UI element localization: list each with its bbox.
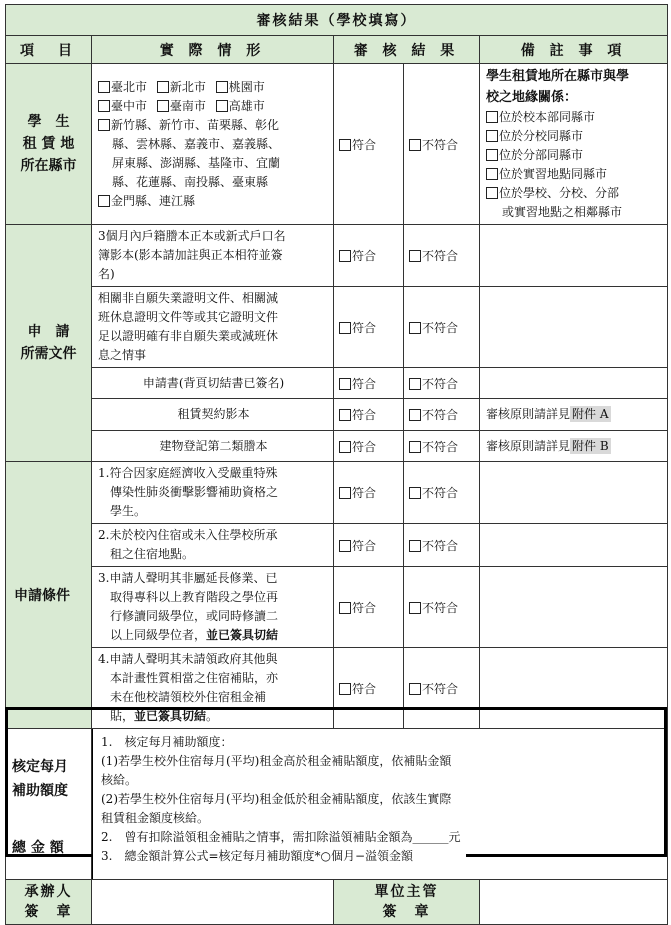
fail-checkbox[interactable] <box>409 540 421 552</box>
doc-application: 申請書(背頁切結書已簽名) <box>92 368 334 399</box>
pass-checkbox[interactable] <box>339 250 351 262</box>
relation-checkbox[interactable] <box>486 187 498 199</box>
relation-checkbox[interactable] <box>486 168 498 180</box>
residence-pass <box>334 64 404 225</box>
fail-label: 不符合 <box>422 681 459 696</box>
doc4-pass <box>334 399 404 431</box>
pass-label: 符合 <box>352 376 377 391</box>
remarks-title: 學生租賃地所在縣市與學 <box>486 69 630 84</box>
pass-label: 符合 <box>352 137 377 152</box>
annex-a-link[interactable]: 附件 A <box>572 407 609 421</box>
pass-label: 符合 <box>352 249 377 263</box>
fail-checkbox[interactable] <box>409 322 421 334</box>
city-label: 臺中市 <box>111 98 148 113</box>
conditions-label: 申請條件 <box>6 462 92 729</box>
calc-item: 2. 曾有扣除溢領租金補貼之情事，需扣除溢領補貼金額為______元 <box>101 830 461 844</box>
condition-line: 1.符合因家庭經濟收入受嚴重特殊 <box>98 466 278 480</box>
city-checkbox[interactable] <box>216 100 228 112</box>
residence-remarks <box>480 64 668 225</box>
documents-label <box>6 225 92 462</box>
condition-3 <box>92 567 334 648</box>
condition-bold: 並已簽具切結 <box>206 628 279 642</box>
signature-label-line: 單位主管 <box>374 884 439 900</box>
doc-line: 相關非自願失業證明文件、相關減 <box>98 291 279 305</box>
pass-label: 符合 <box>352 600 377 615</box>
fail-label: 不符合 <box>422 137 459 152</box>
amount-input-cell[interactable] <box>92 729 461 880</box>
pass-checkbox[interactable] <box>339 683 351 695</box>
fail-label: 不符合 <box>422 249 459 263</box>
relation-label: 或實習地點之相鄰縣市 <box>502 205 623 219</box>
residence-cities <box>92 64 334 225</box>
relation-checkbox[interactable] <box>486 111 498 123</box>
doc-household <box>92 225 334 287</box>
relation-label: 位於分校同縣市 <box>499 129 584 143</box>
pass-label: 符合 <box>352 486 377 500</box>
residence-label-line: 學 生 <box>27 114 70 130</box>
remark-prefix: 審核原則請詳見 <box>486 438 571 453</box>
doc-line: 足以證明確有非自願失業或減班休 <box>98 329 279 343</box>
cond4-pass <box>334 648 404 729</box>
residence-label-line: 租 賃 地 <box>22 136 75 152</box>
city-checkbox[interactable] <box>157 100 169 112</box>
condition-line: 本計畫性質相當之住宿補貼，亦 <box>110 671 279 685</box>
pass-checkbox[interactable] <box>339 409 351 421</box>
pass-label: 符合 <box>352 681 377 696</box>
doc2-remarks <box>480 287 668 368</box>
fail-checkbox[interactable] <box>409 487 421 499</box>
city-label: 高雄市 <box>228 98 265 113</box>
relation-checkbox[interactable] <box>486 149 498 161</box>
pass-checkbox[interactable] <box>339 441 351 453</box>
fail-checkbox[interactable] <box>409 250 421 262</box>
calc-item: (2)若學生校外住宿每月(平均)租金低於租金補貼額度，依該生實際 <box>101 792 452 806</box>
pass-label: 符合 <box>352 320 377 335</box>
annex-b-link[interactable]: 附件 B <box>572 438 609 453</box>
header-item: 項 目 <box>6 36 92 64</box>
other-cities-text: 屏東縣、澎湖縣、基隆市、宜蘭 <box>112 155 281 170</box>
residence-label <box>6 64 92 225</box>
doc-line: 班休息證明文件等或其它證明文件 <box>98 310 279 324</box>
condition-line: 2.未於校內住宿或未入住學校所承 <box>98 528 278 542</box>
residence-label-line: 所在縣市 <box>20 158 77 174</box>
fail-label: 不符合 <box>422 600 459 615</box>
city-label: 臺南市 <box>169 98 206 113</box>
doc3-remarks <box>480 368 668 399</box>
doc4-fail <box>404 399 480 431</box>
relation-label: 位於學校、分校、分部 <box>499 186 620 200</box>
doc5-pass <box>334 431 404 462</box>
fail-label: 不符合 <box>422 486 459 500</box>
header-remarks: 備 註 事 項 <box>480 36 668 64</box>
header-actual: 實 際 情 形 <box>92 36 334 64</box>
total-amount-label: 總 金 額 <box>12 840 64 856</box>
doc-lease: 租賃契約影本 <box>92 399 334 431</box>
condition-line: 學生。 <box>110 504 147 518</box>
fail-label: 不符合 <box>422 538 459 553</box>
relation-label: 位於校本部同縣市 <box>499 110 596 124</box>
condition-line: 4.申請人聲明其未請領政府其他與 <box>98 652 278 666</box>
doc-line: 名) <box>98 267 115 281</box>
cond4-remarks <box>480 648 668 729</box>
fail-checkbox[interactable] <box>409 139 421 151</box>
calc-item: (1)若學生校外住宿每月(平均)租金高於租金補貼額度，依補貼金額 <box>101 754 452 768</box>
other-cities-text: 金門縣、連江縣 <box>111 193 196 208</box>
remarks-title: 校之地緣關係： <box>486 90 578 105</box>
condition-bold: 並已簽具切結 <box>134 709 207 723</box>
doc1-fail <box>404 225 480 287</box>
pass-label: 符合 <box>352 439 377 454</box>
fail-checkbox[interactable] <box>409 378 421 390</box>
city-label: 桃園市 <box>228 79 265 94</box>
calc-item: 1. 核定每月補助額度： <box>101 735 233 749</box>
pass-checkbox[interactable] <box>339 487 351 499</box>
residence-fail <box>404 64 480 225</box>
remark-prefix: 審核原則請詳見 <box>486 407 571 421</box>
doc5-fail <box>404 431 480 462</box>
calc-item: 核給。 <box>101 773 138 787</box>
condition-4 <box>92 648 334 729</box>
supervisor-label <box>334 880 480 925</box>
condition-line: 貼， <box>110 709 135 723</box>
city-checkbox[interactable] <box>98 100 110 112</box>
doc-line: 息之情事 <box>98 348 147 362</box>
fail-label: 不符合 <box>422 408 459 422</box>
cond1-fail <box>404 462 480 524</box>
approval-label-line: 核定每月 <box>12 759 68 775</box>
signature-label-line: 簽 章 <box>382 904 431 920</box>
approval-calculation <box>93 729 466 879</box>
condition-line: 以上同級學位者， <box>110 628 207 642</box>
condition-line: 取得專科以上教育階段之學位再 <box>110 590 279 604</box>
city-checkbox[interactable] <box>98 81 110 93</box>
doc5-remarks <box>480 431 668 462</box>
documents-label-line: 申 請 <box>27 324 70 340</box>
fail-label: 不符合 <box>422 320 459 335</box>
doc3-fail <box>404 368 480 399</box>
pass-checkbox[interactable] <box>339 540 351 552</box>
fail-label: 不符合 <box>422 439 459 454</box>
pass-checkbox[interactable] <box>339 322 351 334</box>
supervisor-signature-field[interactable] <box>480 880 668 925</box>
fail-label: 不符合 <box>422 376 459 391</box>
pass-checkbox[interactable] <box>339 602 351 614</box>
condition-line: 。 <box>206 709 219 723</box>
other-cities-text: 縣、雲林縣、嘉義市、嘉義縣、 <box>112 136 281 151</box>
condition-line: 行修讀同級學位，或同時修讀二 <box>110 609 279 623</box>
kinmen-checkbox[interactable] <box>98 195 110 207</box>
doc-unemployment <box>92 287 334 368</box>
calc-item: 3. 總金額計算公式=核定每月補助額度*○個月−溢領金額 <box>101 849 414 863</box>
cond1-remarks <box>480 462 668 524</box>
city-label: 新北市 <box>169 79 206 94</box>
doc-building: 建物登記第二類謄本 <box>92 431 334 462</box>
signature-label-line: 簽 章 <box>24 904 73 920</box>
pass-checkbox[interactable] <box>339 139 351 151</box>
cond3-fail <box>404 567 480 648</box>
pass-label: 符合 <box>352 408 377 422</box>
doc2-fail <box>404 287 480 368</box>
cond3-pass <box>334 567 404 648</box>
cond4-fail <box>404 648 480 729</box>
other-cities-text: 新竹縣、新竹市、苗栗縣、彰化 <box>111 117 280 132</box>
calc-item: 租賃租金額度核給。 <box>101 811 210 825</box>
fail-checkbox[interactable] <box>409 441 421 453</box>
fail-checkbox[interactable] <box>409 683 421 695</box>
other-cities-checkbox[interactable] <box>98 119 110 131</box>
fail-checkbox[interactable] <box>409 602 421 614</box>
doc3-pass <box>334 368 404 399</box>
approval-label-line: 補助額度 <box>12 783 68 799</box>
doc-line: 3個月內戶籍謄本正本或新式戶口名 <box>98 229 286 243</box>
city-checkbox[interactable] <box>157 81 169 93</box>
condition-line: 未在他校請領校外住宿租金補 <box>110 690 267 704</box>
header-result: 審 核 結 果 <box>334 36 480 64</box>
condition-2 <box>92 524 334 567</box>
doc1-pass <box>334 225 404 287</box>
handler-signature-field[interactable] <box>92 880 334 925</box>
doc4-remarks <box>480 399 668 431</box>
cond3-remarks <box>480 567 668 648</box>
pass-label: 符合 <box>352 538 377 553</box>
pass-checkbox[interactable] <box>339 378 351 390</box>
review-table <box>5 4 668 925</box>
approval-label <box>6 729 92 880</box>
doc1-remarks <box>480 225 668 287</box>
doc2-pass <box>334 287 404 368</box>
city-checkbox[interactable] <box>216 81 228 93</box>
relation-checkbox[interactable] <box>486 130 498 142</box>
fail-checkbox[interactable] <box>409 409 421 421</box>
condition-1 <box>92 462 334 524</box>
signature-label-line: 承辦人 <box>24 884 73 900</box>
handler-label <box>6 880 92 925</box>
cond2-pass <box>334 524 404 567</box>
city-label: 臺北市 <box>111 79 148 94</box>
relation-label: 位於分部同縣市 <box>499 148 584 162</box>
condition-line: 傳染性肺炎衝擊影響補助資格之 <box>110 485 279 499</box>
condition-line: 租之住宿地點。 <box>110 547 195 561</box>
cond2-remarks <box>480 524 668 567</box>
condition-line: 3.申請人聲明其非屬延長修業、已 <box>98 571 278 585</box>
cond2-fail <box>404 524 480 567</box>
documents-label-line: 所需文件 <box>20 346 77 362</box>
relation-label: 位於實習地點同縣市 <box>499 167 608 181</box>
doc-line: 簿影本(影本請加註與正本相符並簽 <box>98 248 283 262</box>
cond1-pass <box>334 462 404 524</box>
form-title: 審核結果（學校填寫） <box>6 5 668 36</box>
other-cities-text: 縣、花蓮縣、南投縣、臺東縣 <box>112 174 269 189</box>
